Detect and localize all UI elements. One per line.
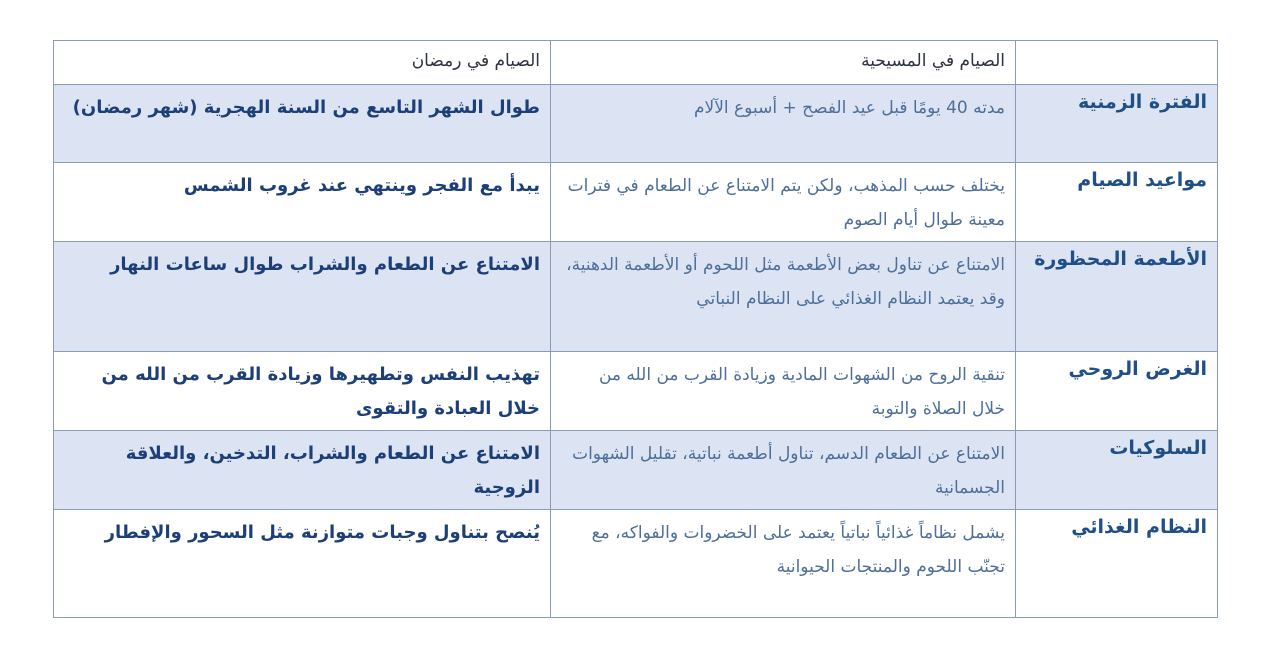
ramadan-cell: يُنصح بتناول وجبات متوازنة مثل السحور والإفطار	[54, 510, 551, 618]
table-row	[54, 431, 1218, 510]
table-header-row	[54, 41, 1218, 85]
row-category-cell: الفترة الزمنية	[1016, 85, 1218, 163]
christianity-cell: يختلف حسب المذهب، ولكن يتم الامتناع عن الطعام في فترات معينة طوال أيام الصوم	[551, 163, 1016, 242]
ramadan-cell: يبدأ مع الفجر وينتهي عند غروب الشمس	[54, 163, 551, 242]
christianity-cell: الامتناع عن الطعام الدسم، تناول أطعمة نباتية، تقليل الشهوات الجسمانية	[551, 431, 1016, 510]
row-category-cell: السلوكيات	[1016, 431, 1218, 510]
row-category-cell: الغرض الروحي	[1016, 352, 1218, 431]
table-row	[54, 510, 1218, 618]
table-row	[54, 85, 1218, 163]
ramadan-cell: الامتناع عن الطعام والشراب طوال ساعات النهار	[54, 242, 551, 352]
christianity-cell: مدته 40 يومًا قبل عيد الفصح + أسبوع الآلام	[551, 85, 1016, 163]
christianity-cell: يشمل نظاماً غذائياً نباتياً يعتمد على الخضروات والفواكه، مع تجنّب اللحوم والمنتجات الحيوانية	[551, 510, 1016, 618]
header-ramadan-cell: الصيام في رمضان	[54, 41, 551, 85]
table-row	[54, 242, 1218, 352]
fasting-comparison-table	[53, 40, 1218, 618]
ramadan-cell: تهذيب النفس وتطهيرها وزيادة القرب من الله من خلال العبادة والتقوى	[54, 352, 551, 431]
ramadan-cell: طوال الشهر التاسع من السنة الهجرية (شهر رمضان)	[54, 85, 551, 163]
row-category-cell: الأطعمة المحظورة	[1016, 242, 1218, 352]
christianity-cell: الامتناع عن تناول بعض الأطعمة مثل اللحوم أو الأطعمة الدهنية، وقد يعتمد النظام الغذائي على النظام النباتي	[551, 242, 1016, 352]
header-category-cell	[1016, 41, 1218, 85]
christianity-cell: تنقية الروح من الشهوات المادية وزيادة القرب من الله من خلال الصلاة والتوبة	[551, 352, 1016, 431]
row-category-cell: النظام الغذائي	[1016, 510, 1218, 618]
ramadan-cell: الامتناع عن الطعام والشراب، التدخين، والعلاقة الزوجية	[54, 431, 551, 510]
table-row	[54, 163, 1218, 242]
row-category-cell: مواعيد الصيام	[1016, 163, 1218, 242]
header-christianity-cell: الصيام في المسيحية	[551, 41, 1016, 85]
table-row	[54, 352, 1218, 431]
